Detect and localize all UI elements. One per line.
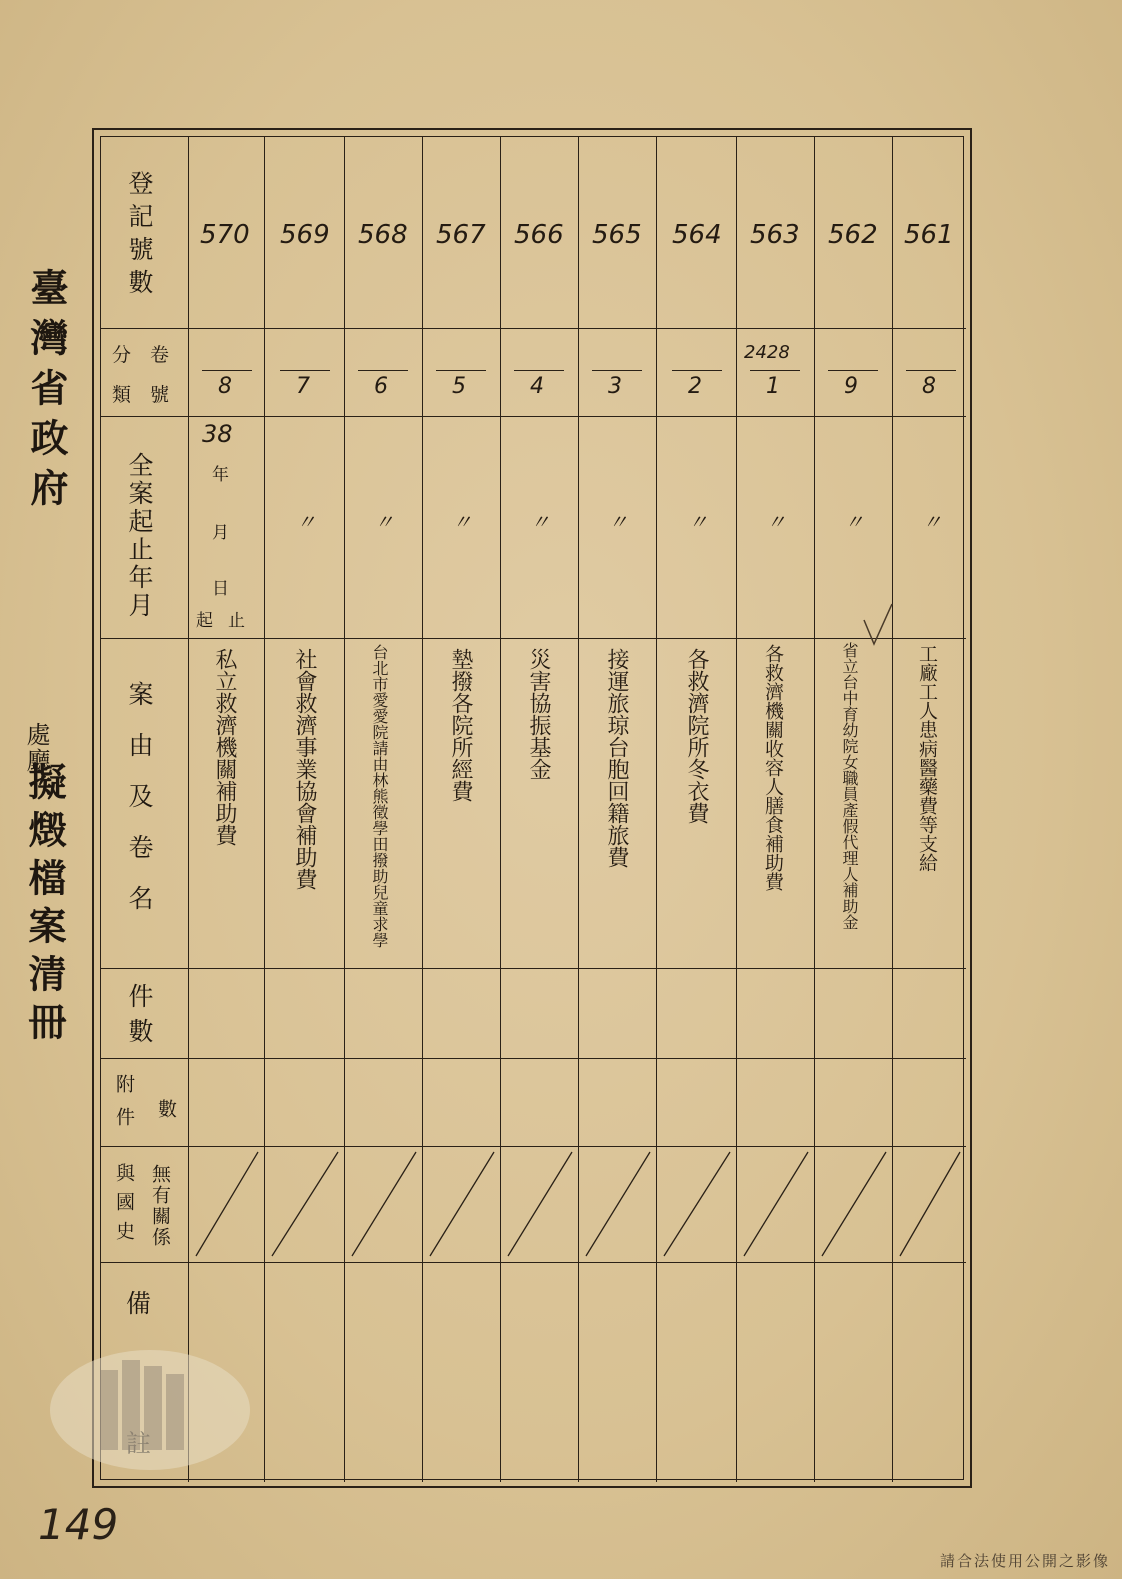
case-subject: 私立救濟機關補助費 xyxy=(212,648,237,846)
period-ditto: 〃 xyxy=(452,510,472,534)
header-vol-b: 號 xyxy=(150,384,170,406)
header-subject: 案由及卷名 xyxy=(125,680,154,936)
period-ditto: 〃 xyxy=(608,510,628,534)
header-count: 件數 xyxy=(125,983,154,1053)
archive-watermark-icon xyxy=(40,1300,260,1490)
header-class-a: 分 xyxy=(112,344,132,366)
period-ditto: 〃 xyxy=(766,510,786,534)
government-title: 臺灣省政府 xyxy=(24,268,69,518)
reg-number: 568 xyxy=(358,220,408,250)
period-ditto: 〃 xyxy=(374,510,394,534)
period-ditto: 〃 xyxy=(922,510,942,534)
case-subject: 墊撥各院所經費 xyxy=(448,648,473,802)
period-ditto: 〃 xyxy=(844,510,864,534)
usage-notice: 請合法使用公開之影像 xyxy=(939,1552,1110,1570)
register-table xyxy=(92,128,972,1488)
volume-number: 4 xyxy=(530,374,544,399)
reg-number: 562 xyxy=(828,220,878,250)
reg-number: 565 xyxy=(592,220,642,250)
period-ditto: 〃 xyxy=(296,510,316,534)
volume-number: 2 xyxy=(688,374,702,399)
first-period-nian: 年 xyxy=(212,465,229,485)
reg-number: 566 xyxy=(514,220,564,250)
volume-number: 3 xyxy=(608,374,622,399)
case-subject: 社會救濟事業協會補助費 xyxy=(292,648,317,890)
first-period-yue: 月 xyxy=(212,523,229,543)
reg-number: 564 xyxy=(672,220,722,250)
period-ditto: 〃 xyxy=(688,510,708,534)
check-mark-icon xyxy=(858,600,898,650)
case-subject: 工廠工人患病醫藥費等支給 xyxy=(916,644,938,872)
first-period-year: 38 xyxy=(202,420,233,448)
header-class-b: 類 xyxy=(112,384,132,406)
volume-number: 7 xyxy=(296,374,310,399)
case-subject: 台北市愛愛院請由林熊徵學田撥助兒童求學 xyxy=(370,644,389,948)
header-attachment-a: 附件 xyxy=(113,1074,135,1140)
header-history-a: 與國史 xyxy=(113,1162,135,1250)
volume-number: 8 xyxy=(218,374,232,399)
period-ditto: 〃 xyxy=(530,510,550,534)
header-history-b: 無有關係 xyxy=(149,1164,171,1248)
page-number: 149 xyxy=(38,1500,119,1549)
reg-number: 569 xyxy=(280,220,330,250)
register-title: 擬燬檔案清冊 xyxy=(22,762,67,1050)
header-period: 全案起止年月 xyxy=(125,452,154,620)
volume-number: 9 xyxy=(844,374,858,399)
volume-number: 5 xyxy=(452,374,466,399)
first-period-qi: 起 xyxy=(196,611,213,631)
history-relation-strikes xyxy=(188,1146,966,1262)
header-attachment-b: 數 xyxy=(155,1098,177,1118)
volume-number: 6 xyxy=(374,374,388,399)
header-remark-a: 備 xyxy=(126,1289,152,1318)
reg-number: 563 xyxy=(750,220,800,250)
first-period-zhi: 止 xyxy=(228,611,245,631)
header-reg-no: 登記號數 xyxy=(125,170,154,302)
reg-number: 567 xyxy=(436,220,486,250)
volume-top-number: 2428 xyxy=(744,342,790,363)
case-subject: 接運旅琼台胞回籍旅費 xyxy=(604,648,629,868)
case-subject: 省立台中育幼院女職員產假代理人補助金 xyxy=(840,642,859,930)
first-period-ri: 日 xyxy=(212,579,229,599)
reg-number: 561 xyxy=(904,220,954,250)
department-label: 處廳 xyxy=(22,722,50,774)
case-subject: 災害協振基金 xyxy=(526,648,551,780)
case-subject: 各救濟機關收容人膳食補助費 xyxy=(762,644,784,891)
case-subject: 各救濟院所冬衣費 xyxy=(684,648,709,824)
reg-number: 570 xyxy=(200,220,250,250)
volume-number: 8 xyxy=(922,374,936,399)
volume-number: 1 xyxy=(766,374,780,399)
header-vol-a: 卷 xyxy=(150,344,170,366)
